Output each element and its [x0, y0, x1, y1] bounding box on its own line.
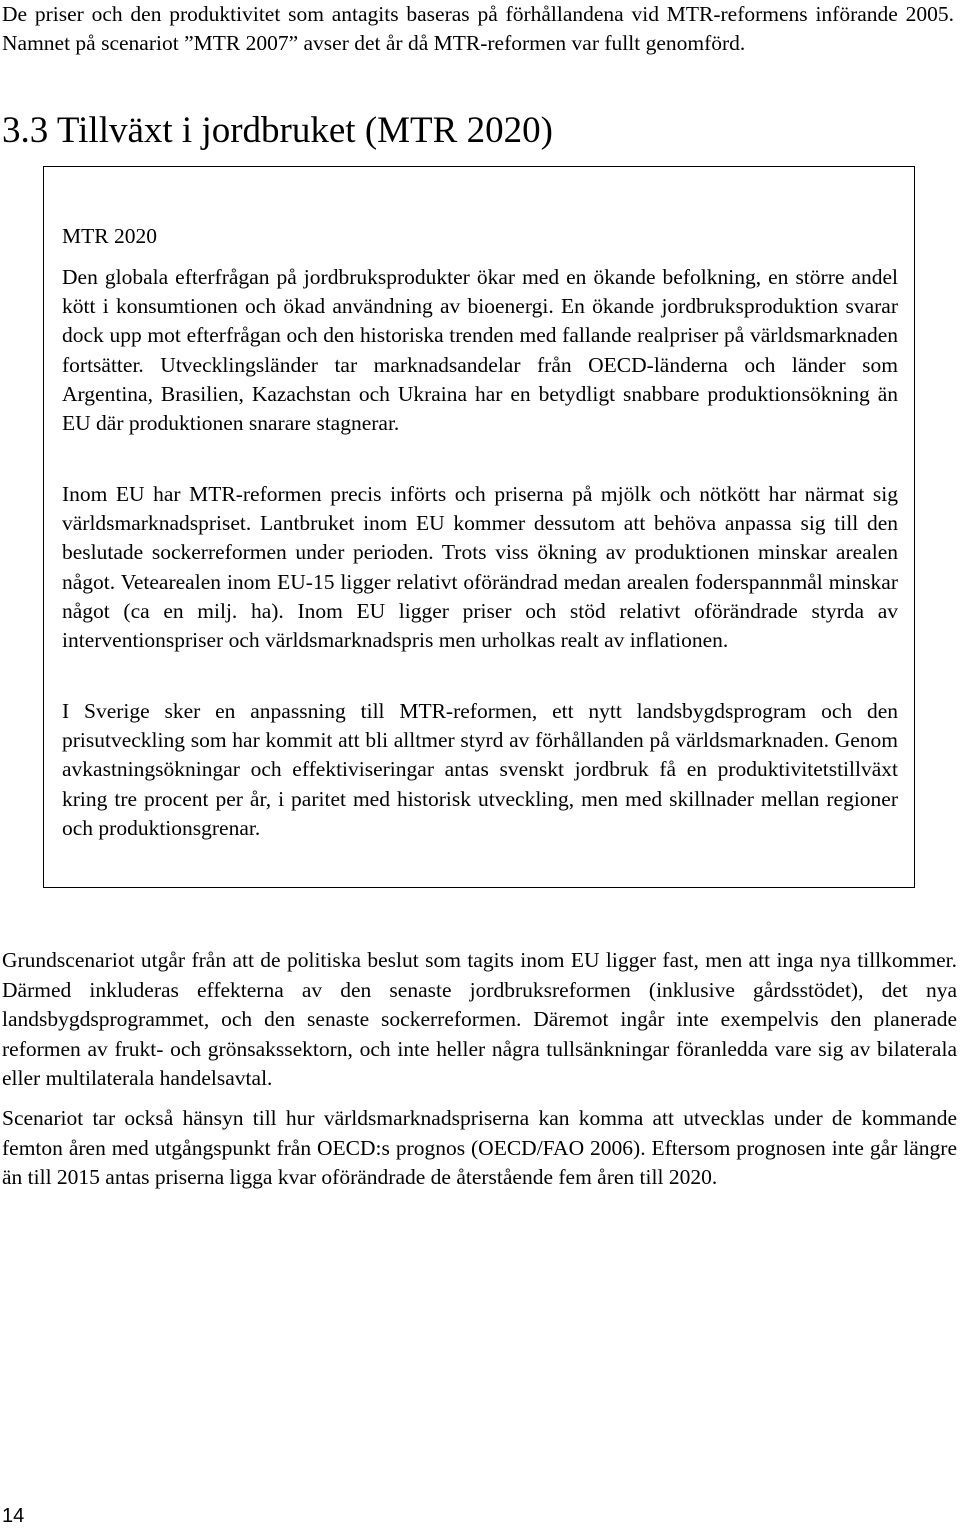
intro-paragraph: De priser och den produktivitet som antagits baseras på förhållandena vid MTR-reformens införande 2005. Namnet på scenariot ”MTR 2007” avser det år då MTR-reformen var fullt genomförd. — [2, 2, 954, 55]
section-heading: 3.3 Tillväxt i jordbruket (MTR 2020) — [2, 110, 553, 151]
box-paragraph-eu: Inom EU har MTR-reformen precis införts och priserna på mjölk och nötkött har närmat sig världsmarknadspriset. Lantbruket inom EU kommer dessutom att behöva anpassa sig till den beslutade sockerreformen under perioden. Trots viss ökning av produktionen minskar arealen något. Vetearealen inom EU-15 ligger relativt oförändrad medan arealen foderspannmål minskar något (ca en milj. ha). Inom EU ligger priser och stöd relativt oförändrade styrda av interventionspriser och världsmarknadspris men urholkas realt av inflationen. — [62, 482, 898, 653]
box-paragraph-sweden: I Sverige sker en anpassning till MTR-reformen, ett nytt landsbygdsprogram och den prisutveckling som har kommit att bli alltmer styrd av förhållanden på världsmarknaden. Genom avkastningsökningar och effektiviseringar antas svenskt jordbruk få en produktivitetstillväxt kring tre procent per år, i paritet med historisk utveckling, men med skillnader mellan regioner och produktionsgrenar. — [62, 699, 898, 840]
body-paragraph-world-prices: Scenariot tar också hänsyn till hur världsmarknadspriserna kan komma att utvecklas under de kommande femton åren med utgångspunkt från OECD:s prognos (OECD/FAO 2006). Eftersom prognosen inte går längre än till 2015 antas priserna ligga kvar oförändrade de återstående fem åren till 2020. — [2, 1106, 957, 1189]
box-title: MTR 2020 — [62, 224, 157, 248]
box-paragraph-global-demand: Den globala efterfrågan på jordbruksprodukter ökar med en ökande befolkning, en större andel kött i konsumtionen och ökad användning av bioenergi. En ökande jordbruksproduktion svarar dock upp mot efterfrågan och den historiska trenden med fallande realpriser på världsmarknaden fortsätter. Utvecklingsländer tar marknadsandelar från OECD-länderna och länder som Argentina, Brasilien, Kazachstan och Ukraina har en betydligt snabbare produktionsökning än EU där produktionen snarare stagnerar. — [62, 265, 898, 436]
scenario-box — [43, 166, 915, 888]
body-paragraph-base-scenario: Grundscenariot utgår från att de politiska beslut som tagits inom EU ligger fast, men att inga nya tillkommer. Därmed inkluderas effekterna av den senaste jordbruksreformen (inklusive gårdsstödet), det nya landsbygdsprogrammet, och den senaste sockerreformen. Däremot ingår inte exempelvis den planerade reformen av frukt- och grönsakssektorn, och inte heller några tullsänkningar föranledda vare sig av bilaterala eller multilaterala handelsavtal. — [2, 948, 957, 1090]
page-number: 14 — [2, 1505, 25, 1527]
